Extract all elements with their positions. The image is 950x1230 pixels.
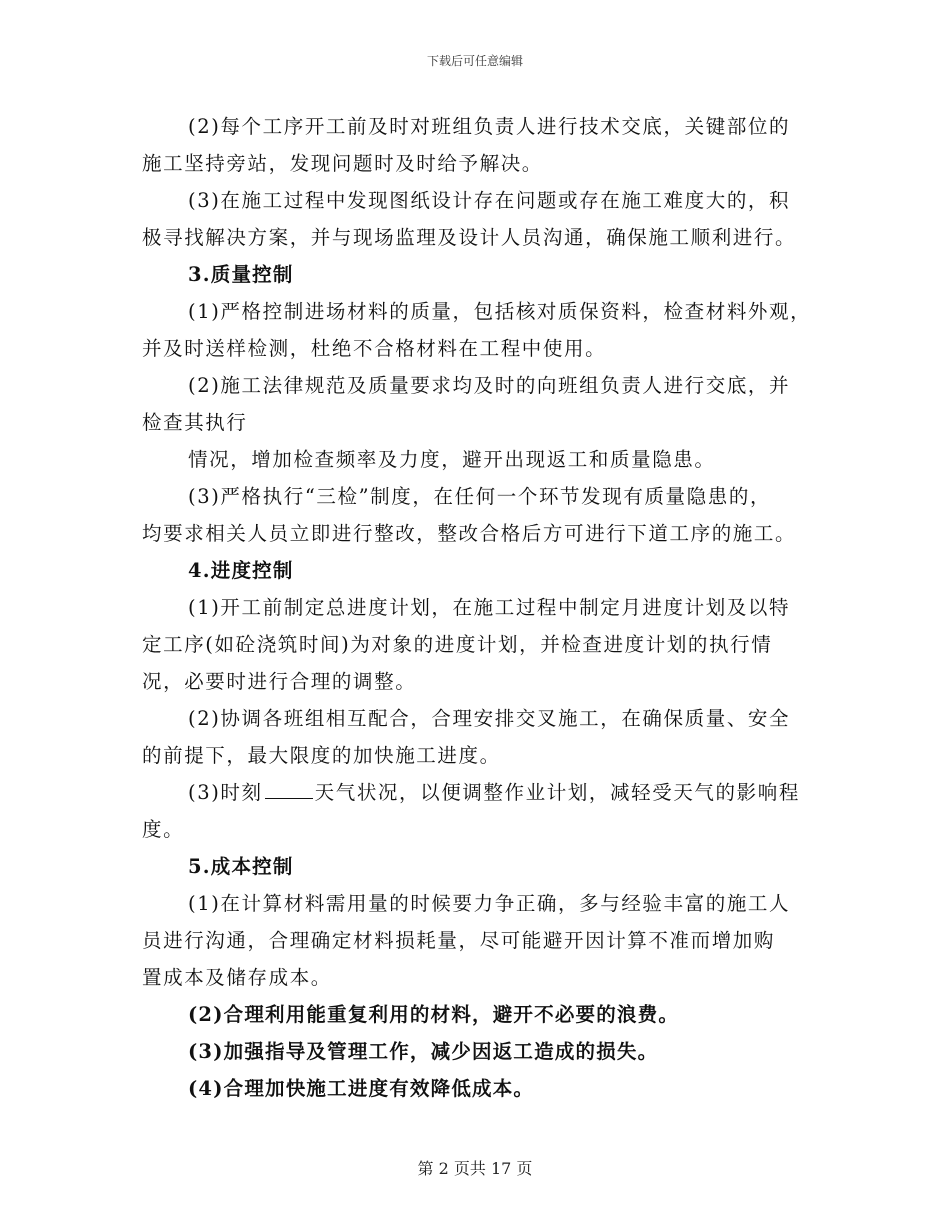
page-number: 第 2 页共 17 页 (417, 1159, 533, 1178)
paragraph-line: (1)严格控制进场材料的质量，包括核对质保资料，检查材料外观， (188, 300, 812, 323)
bold-list-item: (2)合理利用能重复利用的材料，避开不必要的浪费。 (188, 1003, 680, 1026)
paragraph-line: 况，必要时进行合理的调整。 (142, 670, 417, 693)
paragraph-line: (3)严格执行“三检”制度，在任何一个环节发现有质量隐患的， (188, 485, 772, 508)
paragraph-line: 的前提下，最大限度的加快施工进度。 (142, 744, 501, 767)
section-heading-cost: 5.成本控制 (188, 855, 294, 878)
line-text-before-blank: (3)时刻 (188, 781, 263, 804)
section-heading-schedule: 4.进度控制 (188, 559, 294, 582)
paragraph-line: (3)在施工过程中发现图纸设计存在问题或存在施工难度大的，积 (188, 189, 791, 212)
page-header: 下载后可任意编辑 (426, 54, 523, 68)
paragraph-line: 极寻找解决方案，并与现场监理及设计人员沟通，确保施工顺利进行。 (142, 226, 797, 249)
paragraph-line: 检查其执行 (142, 411, 248, 434)
paragraph-line: 员进行沟通，合理确定材料损耗量，尽可能避开因计算不准而增加购 (142, 929, 776, 952)
paragraph-line: (1)在计算材料需用量的时候要力争正确，多与经验丰富的施工人 (188, 892, 791, 915)
paragraph-line: 情况，增加检查频率及力度，避开出现返工和质量隐患。 (188, 448, 716, 471)
paragraph-line: 度。 (142, 818, 185, 841)
paragraph-line: 并及时送样检测，杜绝不合格材料在工程中使用。 (142, 337, 607, 360)
paragraph-line: 均要求相关人员立即进行整改，整改合格后方可进行下道工序的施工。 (142, 522, 797, 545)
paragraph-line: (2)每个工序开工前及时对班组负责人进行技术交底，关键部位的 (188, 115, 791, 138)
fill-in-blank (265, 776, 313, 799)
paragraph-line: (1)开工前制定总进度计划，在施工过程中制定月进度计划及以特 (188, 596, 791, 619)
paragraph-line: (2)施工法律规范及质量要求均及时的向班组负责人进行交底，并 (188, 374, 791, 397)
bold-list-item: (3)加强指导及管理工作，减少因返工造成的损失。 (188, 1040, 659, 1063)
paragraph-line: 置成本及储存成本。 (142, 966, 332, 989)
paragraph-line: (2)协调各班组相互配合，合理安排交叉施工，在确保质量、安全 (188, 707, 791, 730)
section-heading-quality: 3.质量控制 (188, 263, 294, 286)
document-body (142, 108, 822, 1107)
paragraph-line-with-blank (142, 774, 822, 811)
bold-list-item: (4)合理加快施工进度有效降低成本。 (188, 1077, 535, 1100)
paragraph-line: 定工序(如砼浇筑时间)为对象的进度计划，并检查进度计划的执行情 (142, 633, 773, 656)
line-text-after-blank: 天气状况，以便调整作业计划，减轻受天气的影响程 (314, 781, 800, 804)
paragraph-line: 施工坚持旁站，发现问题时及时给予解决。 (142, 152, 543, 175)
